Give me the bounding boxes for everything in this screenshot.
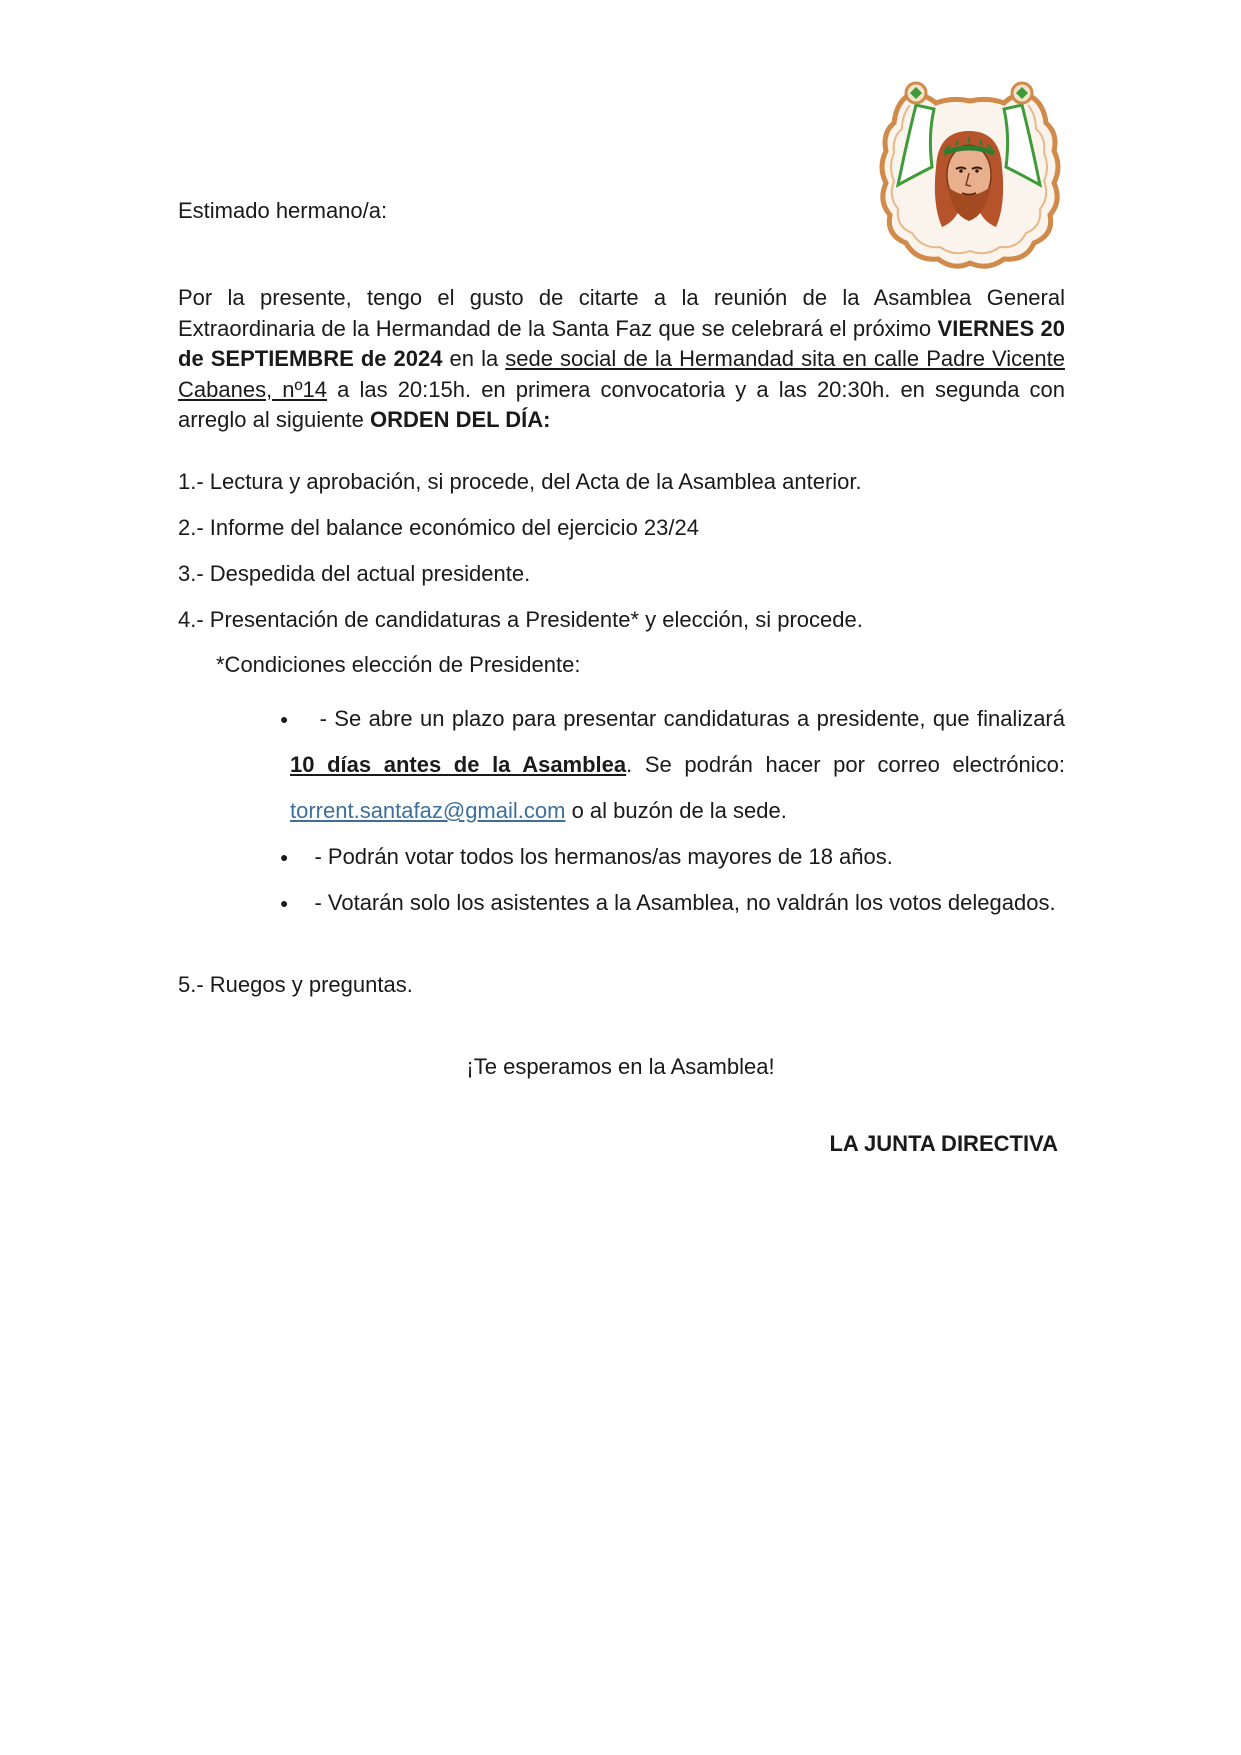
conditions-list [280, 696, 1066, 926]
deadline-text: 10 días antes de la Asamblea [290, 752, 627, 777]
bullet-dot-icon: ● [280, 895, 289, 911]
conditions-title: *Condiciones elección de Presidente: [216, 652, 581, 677]
signature: LA JUNTA DIRECTIVA [829, 1131, 1058, 1156]
agenda-item-3: 3.- Despedida del actual presidente. [178, 561, 531, 586]
intro-text-2: en la [442, 346, 506, 371]
condition-2: ● - Podrán votar todos los hermanos/as mayores de 18 años. [290, 834, 1065, 880]
meeting-date: VIERNES 20 de SEPTIEMBRE de 2024 [178, 315, 1066, 371]
agenda-item-5: 5.- Ruegos y preguntas. [178, 972, 413, 997]
agenda-list [178, 467, 1065, 651]
greeting: Estimado hermano/a: [178, 198, 388, 223]
intro-text-1: Por la presente, tengo el gusto de citarte a la reunión de la Asamblea General Extraordinaria de la Hermandad de la Santa Faz que se celebrará el próximo [178, 285, 1065, 341]
intro-paragraph [178, 283, 1065, 436]
santa-faz-emblem-icon [876, 75, 1062, 271]
bullet-dot-icon: ● [280, 711, 289, 727]
closing-line: ¡Te esperamos en la Asamblea! [466, 1054, 775, 1079]
agenda-item-1: 1.- Lectura y aprobación, si procede, del Acta de la Asamblea anterior. [178, 469, 862, 494]
condition-1: ● - Se abre un plazo para presentar candidaturas a presidente, que finalizará 10 días antes de la Asamblea. Se podrán hacer por correo electrónico: torrent.santafaz@gmail.com o al buzón de la sede. [290, 696, 1065, 834]
bullet-dot-icon: ● [280, 849, 289, 865]
agenda-heading: ORDEN DEL DÍA: [370, 407, 551, 432]
agenda-item-4: 4.- Presentación de candidaturas a Presidente* y elección, si procede. [178, 607, 863, 632]
condition-3: ● - Votarán solo los asistentes a la Asamblea, no valdrán los votos delegados. [290, 880, 1065, 926]
intro-text-3: a las 20:15h. en primera convocatoria y a las 20:30h. en segunda con arreglo al siguiente [178, 376, 1066, 432]
agenda-item-2: 2.- Informe del balance económico del ejercicio 23/24 [178, 515, 699, 540]
meeting-place: sede social de la Hermandad sita en calle Padre Vicente Cabanes, nº14 [178, 346, 1065, 402]
email-link[interactable]: torrent.santafaz@gmail.com [290, 798, 566, 823]
